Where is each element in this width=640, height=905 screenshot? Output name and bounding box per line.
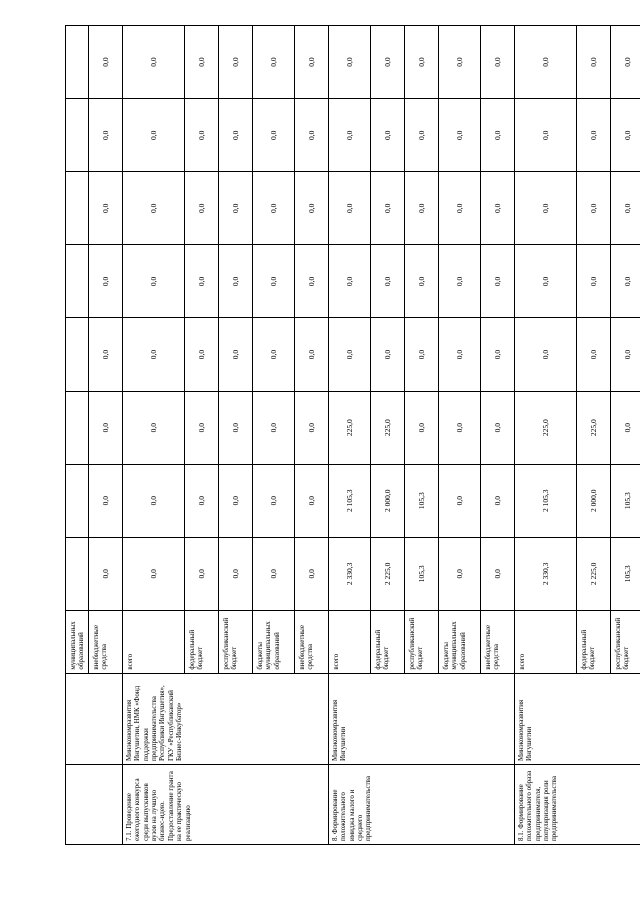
value-cell: 2 330,3 xyxy=(514,537,576,610)
rotated-table-container xyxy=(65,25,632,845)
funding-source-cell: республиканский бюджет xyxy=(404,610,438,673)
value-cell: 0,0 xyxy=(404,391,438,464)
value-cell: 0,0 xyxy=(252,26,294,99)
value-cell: 2 330,3 xyxy=(328,537,370,610)
table-row xyxy=(328,26,370,845)
value-cell: 0,0 xyxy=(184,318,218,391)
value-cell: 0,0 xyxy=(404,172,438,245)
value-cell: 0,0 xyxy=(438,99,480,172)
value-cell xyxy=(66,99,89,172)
value-cell: 0,0 xyxy=(218,245,252,318)
value-cell: 0,0 xyxy=(480,318,514,391)
funding-source-cell: республиканский бюджет xyxy=(218,610,252,673)
funding-source-cell: всего xyxy=(122,610,184,673)
value-cell: 0,0 xyxy=(404,26,438,99)
value-cell: 0,0 xyxy=(514,318,576,391)
funding-source-cell: федеральный бюджет xyxy=(184,610,218,673)
value-cell: 0,0 xyxy=(404,245,438,318)
value-cell: 0,0 xyxy=(252,537,294,610)
value-cell: 0,0 xyxy=(252,391,294,464)
value-cell: 0,0 xyxy=(438,537,480,610)
value-cell: 0,0 xyxy=(576,245,610,318)
value-cell: 0,0 xyxy=(438,172,480,245)
value-cell: 0,0 xyxy=(218,318,252,391)
value-cell: 0,0 xyxy=(88,245,122,318)
value-cell: 0,0 xyxy=(218,537,252,610)
value-cell: 0,0 xyxy=(514,245,576,318)
value-cell: 0,0 xyxy=(610,26,640,99)
value-cell xyxy=(66,172,89,245)
value-cell: 0,0 xyxy=(480,26,514,99)
value-cell: 0,0 xyxy=(328,318,370,391)
executor-cell xyxy=(66,673,123,764)
value-cell: 0,0 xyxy=(480,391,514,464)
funding-source-cell: республиканский бюджет xyxy=(610,610,640,673)
value-cell xyxy=(66,464,89,537)
value-cell: 0,0 xyxy=(294,391,328,464)
value-cell: 0,0 xyxy=(88,464,122,537)
value-cell xyxy=(66,318,89,391)
value-cell: 2 000,0 xyxy=(576,464,610,537)
value-cell: 2 000,0 xyxy=(370,464,404,537)
executor-cell: Минэкономразвития Ингушетии xyxy=(328,673,514,764)
value-cell: 0,0 xyxy=(252,318,294,391)
value-cell: 0,0 xyxy=(328,172,370,245)
value-cell: 0,0 xyxy=(610,172,640,245)
funding-source-cell: бюджеты муниципальных образований xyxy=(438,610,480,673)
value-cell: 0,0 xyxy=(370,26,404,99)
value-cell: 0,0 xyxy=(370,245,404,318)
value-cell: 0,0 xyxy=(438,464,480,537)
value-cell: 0,0 xyxy=(576,99,610,172)
value-cell: 0,0 xyxy=(370,318,404,391)
funding-source-cell: всего xyxy=(514,610,576,673)
value-cell: 0,0 xyxy=(328,26,370,99)
value-cell: 0,0 xyxy=(88,391,122,464)
value-cell: 0,0 xyxy=(252,99,294,172)
budget-table xyxy=(65,25,640,845)
value-cell: 225,0 xyxy=(370,391,404,464)
value-cell: 0,0 xyxy=(610,391,640,464)
value-cell: 0,0 xyxy=(184,245,218,318)
executor-cell: Минэкономразвития Ингушетии xyxy=(514,673,640,764)
budget-table-body xyxy=(66,26,640,845)
value-cell: 0,0 xyxy=(88,26,122,99)
value-cell xyxy=(66,391,89,464)
value-cell: 0,0 xyxy=(438,318,480,391)
value-cell: 225,0 xyxy=(576,391,610,464)
table-row xyxy=(66,26,89,845)
value-cell: 0,0 xyxy=(218,464,252,537)
value-cell: 0,0 xyxy=(218,99,252,172)
value-cell: 0,0 xyxy=(576,172,610,245)
value-cell: 0,0 xyxy=(252,464,294,537)
value-cell: 0,0 xyxy=(610,245,640,318)
value-cell: 0,0 xyxy=(252,172,294,245)
funding-source-cell: муниципальных образований xyxy=(66,610,89,673)
value-cell: 0,0 xyxy=(88,172,122,245)
value-cell: 0,0 xyxy=(294,537,328,610)
value-cell: 0,0 xyxy=(88,537,122,610)
value-cell: 105,3 xyxy=(610,537,640,610)
value-cell: 0,0 xyxy=(328,99,370,172)
value-cell: 0,0 xyxy=(576,318,610,391)
value-cell: 0,0 xyxy=(184,391,218,464)
event-cell: 8.1. Формирование положительного образа предпринимателя, популяризация роли предпринимательства xyxy=(514,765,640,845)
value-cell: 0,0 xyxy=(184,172,218,245)
value-cell: 0,0 xyxy=(370,172,404,245)
value-cell: 0,0 xyxy=(480,464,514,537)
value-cell: 0,0 xyxy=(576,26,610,99)
value-cell: 0,0 xyxy=(610,99,640,172)
value-cell: 0,0 xyxy=(294,464,328,537)
funding-source-cell: всего xyxy=(328,610,370,673)
value-cell: 0,0 xyxy=(480,99,514,172)
value-cell: 0,0 xyxy=(480,172,514,245)
value-cell: 0,0 xyxy=(218,26,252,99)
value-cell xyxy=(66,537,89,610)
value-cell: 2 225,0 xyxy=(370,537,404,610)
value-cell: 225,0 xyxy=(514,391,576,464)
value-cell: 0,0 xyxy=(122,464,184,537)
event-cell xyxy=(66,765,123,845)
value-cell: 0,0 xyxy=(294,26,328,99)
value-cell: 0,0 xyxy=(218,391,252,464)
value-cell: 0,0 xyxy=(480,537,514,610)
funding-source-cell: внебюджетные средства xyxy=(294,610,328,673)
event-cell: 7.1. Проведение ежегодного конкурса среди выпускников вузов на лучшую бизнес-идею. Предоставление гранта на ее практическую реализацию xyxy=(122,765,328,845)
executor-cell: Минэкономразвития Ингушетии, НМК «Фонд поддержки предпринимательства Республики Ингушетия», ГКУ «Республиканский Бизнес-Инкубатор» xyxy=(122,673,328,764)
value-cell: 2 105,3 xyxy=(514,464,576,537)
funding-source-cell: федеральный бюджет xyxy=(576,610,610,673)
funding-source-cell: федеральный бюджет xyxy=(370,610,404,673)
value-cell: 0,0 xyxy=(88,318,122,391)
value-cell: 0,0 xyxy=(122,318,184,391)
value-cell: 0,0 xyxy=(184,26,218,99)
table-row xyxy=(514,26,576,845)
value-cell xyxy=(66,26,89,99)
value-cell: 0,0 xyxy=(184,464,218,537)
value-cell: 0,0 xyxy=(514,26,576,99)
value-cell: 105,3 xyxy=(610,464,640,537)
funding-source-cell: внебюджетные средства xyxy=(88,610,122,673)
value-cell: 0,0 xyxy=(480,245,514,318)
value-cell: 0,0 xyxy=(122,99,184,172)
value-cell: 0,0 xyxy=(122,172,184,245)
value-cell: 0,0 xyxy=(122,245,184,318)
value-cell: 225,0 xyxy=(328,391,370,464)
value-cell: 0,0 xyxy=(294,318,328,391)
funding-source-cell: бюджеты муниципальных образований xyxy=(252,610,294,673)
value-cell: 0,0 xyxy=(514,172,576,245)
value-cell: 0,0 xyxy=(610,318,640,391)
value-cell: 0,0 xyxy=(122,537,184,610)
value-cell: 0,0 xyxy=(184,537,218,610)
value-cell: 0,0 xyxy=(252,245,294,318)
value-cell: 0,0 xyxy=(184,99,218,172)
value-cell: 0,0 xyxy=(438,245,480,318)
value-cell xyxy=(66,245,89,318)
value-cell: 2 105,3 xyxy=(328,464,370,537)
value-cell: 0,0 xyxy=(294,245,328,318)
value-cell: 2 225,0 xyxy=(576,537,610,610)
value-cell: 0,0 xyxy=(370,99,404,172)
value-cell: 0,0 xyxy=(294,99,328,172)
value-cell: 0,0 xyxy=(122,26,184,99)
value-cell: 0,0 xyxy=(294,172,328,245)
value-cell: 0,0 xyxy=(218,172,252,245)
event-cell: 8. Формирование положительного имиджа малого и среднего предпринимательства xyxy=(328,765,514,845)
value-cell: 0,0 xyxy=(328,245,370,318)
value-cell: 105,3 xyxy=(404,464,438,537)
value-cell: 0,0 xyxy=(438,391,480,464)
value-cell: 0,0 xyxy=(122,391,184,464)
value-cell: 0,0 xyxy=(438,26,480,99)
table-row xyxy=(122,26,184,845)
value-cell: 0,0 xyxy=(404,318,438,391)
funding-source-cell: внебюджетные средства xyxy=(480,610,514,673)
value-cell: 105,3 xyxy=(404,537,438,610)
value-cell: 0,0 xyxy=(404,99,438,172)
value-cell: 0,0 xyxy=(514,99,576,172)
value-cell: 0,0 xyxy=(88,99,122,172)
